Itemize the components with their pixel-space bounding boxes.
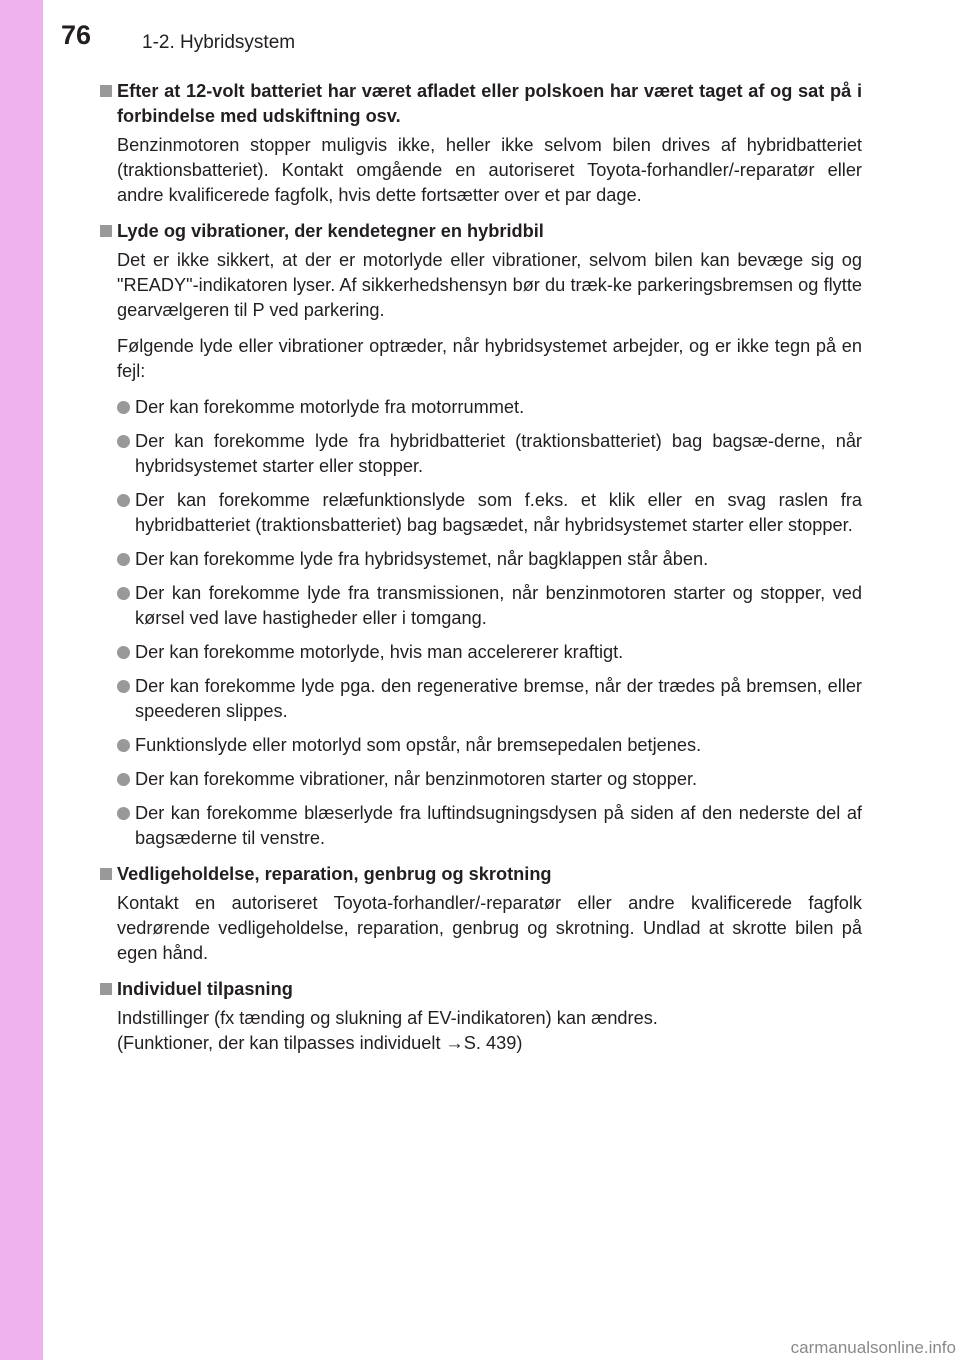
section-customization — [100, 977, 862, 1056]
section-heading — [100, 862, 862, 887]
list-item-text: Der kan forekomme relæfunktionslyde som f.eks. et klik eller en svag raslen fra hybridbatteriet (traktionsbatteriet) bag bagsædet, når hybridsystemet starter eller stopper. — [135, 490, 862, 535]
circle-bullet-icon — [117, 680, 130, 693]
paragraph — [117, 1006, 862, 1056]
section-heading — [100, 977, 862, 1002]
square-bullet-icon — [100, 85, 112, 97]
watermark: carmanualsonline.info — [790, 1338, 956, 1357]
circle-bullet-icon — [117, 587, 130, 600]
section-heading-text: Lyde og vibrationer, der kendetegner en hybridbil — [117, 221, 544, 241]
list-item — [117, 674, 862, 724]
paragraph: Følgende lyde eller vibrationer optræder, når hybridsystemet arbejder, og er ikke tegn på en fejl: — [117, 336, 862, 381]
section-heading — [100, 219, 862, 244]
circle-bullet-icon — [117, 494, 130, 507]
section-hybrid-sounds — [100, 219, 862, 851]
section-title: 1-2. Hybridsystem — [142, 32, 296, 53]
list-item-text: Der kan forekomme motorlyde, hvis man accelererer kraftigt. — [135, 642, 624, 662]
section-heading-text: Efter at 12-volt batteriet har været afladet eller polskoen har været taget af og sat på i forbindelse med udskiftning osv. — [117, 81, 862, 126]
page-reference-link[interactable]: (Funktioner, der kan tilpasses individuelt →S. 439) — [117, 1033, 523, 1053]
list-item-text: Der kan forekomme blæserlyde fra luftindsugningsdysen på siden af den nederste del af bagsæderne til venstre. — [135, 803, 862, 848]
list-item-text: Der kan forekomme lyde fra transmissionen, når benzinmotoren starter og stopper, ved kørsel ved lave hastigheder eller i tomgang. — [135, 583, 862, 628]
list-item-text: Der kan forekomme lyde fra hybridbatteriet (traktionsbatteriet) bag bagsæ-derne, når hybridsystemet starter eller stopper. — [135, 431, 862, 476]
paragraph: Det er ikke sikkert, at der er motorlyde eller vibrationer, selvom bilen kan bevæge sig og "READY"-indikatoren lyser. Af sikkerhedshensyn bør du træk-ke parkeringsbremsen og flytte gearvælgeren til P ved parkering. — [117, 250, 862, 320]
section-maintenance — [100, 862, 862, 966]
circle-bullet-icon — [117, 739, 130, 752]
paragraph-line: Indstillinger (fx tænding og slukning af EV-indikatoren) kan ændres. — [117, 1008, 658, 1028]
list-item-text: Der kan forekomme lyde pga. den regenerative bremse, når der trædes på bremsen, eller speederen slippes. — [135, 676, 862, 721]
circle-bullet-icon — [117, 435, 130, 448]
paragraph: Benzinmotoren stopper muligvis ikke, heller ikke selvom bilen drives af hybridbatteriet (traktionsbatteriet). Kontakt omgående en autoriseret Toyota-forhandler/-reparatør eller andre kvalificerede fagfolk, hvis dette fortsætter over et par dage. — [117, 135, 862, 205]
circle-bullet-icon — [117, 773, 130, 786]
square-bullet-icon — [100, 983, 112, 995]
square-bullet-icon — [100, 868, 112, 880]
section-heading — [100, 79, 862, 129]
list-item — [117, 581, 862, 631]
list-item-text: Der kan forekomme vibrationer, når benzinmotoren starter og stopper. — [135, 769, 698, 789]
list-item — [117, 801, 862, 851]
section-battery-reconnect — [100, 79, 862, 208]
paragraph: Kontakt en autoriseret Toyota-forhandler/-reparatør eller andre kvalificerede fagfolk vedrørende vedligeholdelse, reparation, genbrug og skrotning. Undlad at skrotte bilen på egen hånd. — [117, 893, 862, 963]
list-item-text: Funktionslyde eller motorlyd som opstår, når bremsepedalen betjenes. — [135, 735, 702, 755]
list-item — [117, 429, 862, 479]
chapter-color-tab — [0, 0, 43, 1360]
section-heading-text: Individuel tilpasning — [117, 979, 293, 999]
square-bullet-icon — [100, 225, 112, 237]
circle-bullet-icon — [117, 553, 130, 566]
list-item-text: Der kan forekomme motorlyde fra motorrummet. — [135, 397, 525, 417]
page-content — [100, 79, 862, 1067]
list-item — [117, 547, 862, 572]
list-item — [117, 733, 862, 758]
page-number: 76 — [61, 20, 92, 50]
section-heading-text: Vedligeholdelse, reparation, genbrug og skrotning — [117, 864, 552, 884]
circle-bullet-icon — [117, 646, 130, 659]
list-item — [117, 395, 862, 420]
circle-bullet-icon — [117, 807, 130, 820]
list-item — [117, 640, 862, 665]
list-item — [117, 488, 862, 538]
list-item-text: Der kan forekomme lyde fra hybridsystemet, når bagklappen står åben. — [135, 549, 709, 569]
list-item — [117, 767, 862, 792]
sound-list — [117, 395, 862, 851]
circle-bullet-icon — [117, 401, 130, 414]
